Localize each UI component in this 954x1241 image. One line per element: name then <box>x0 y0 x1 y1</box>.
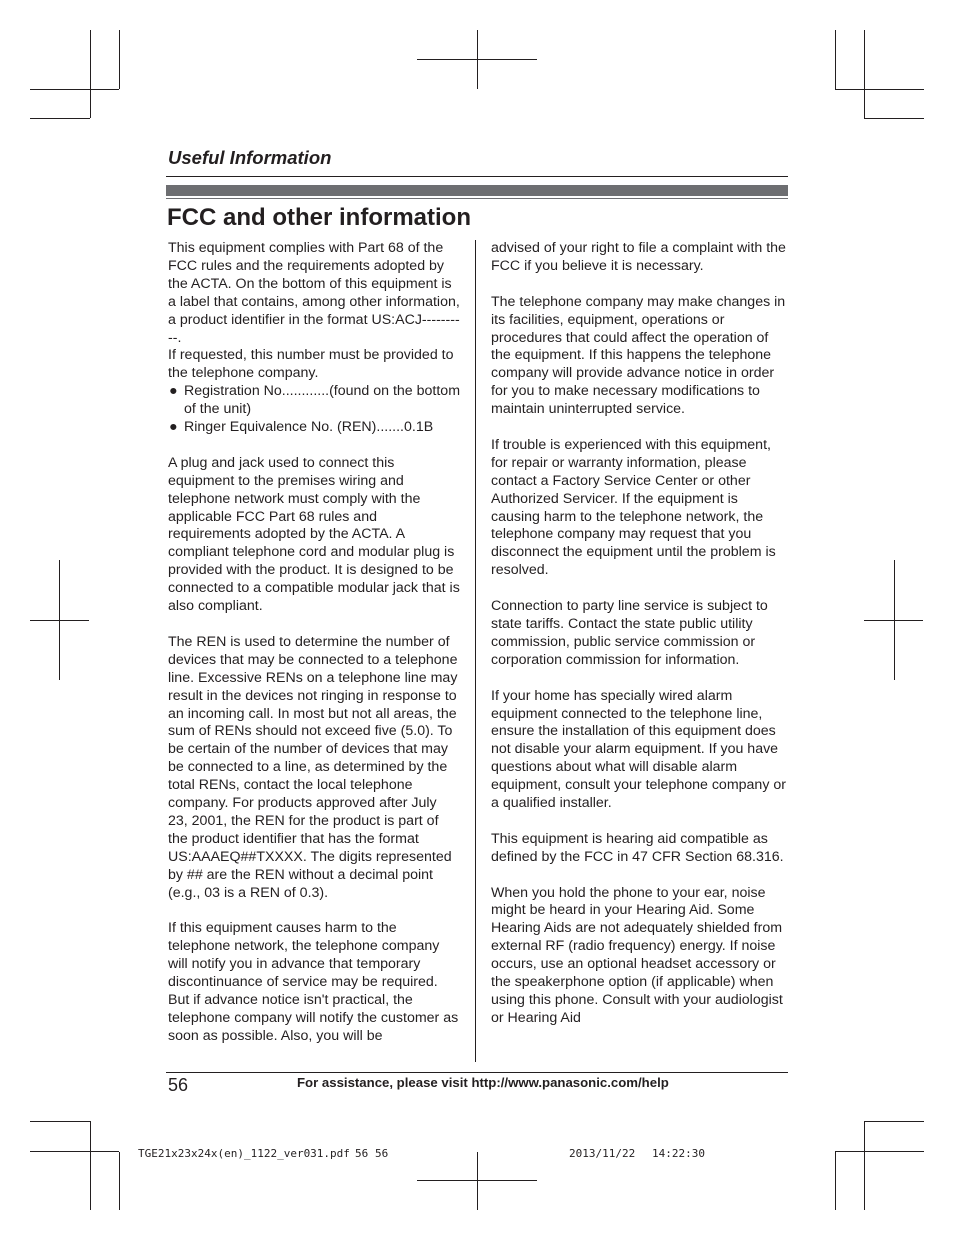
list-item <box>168 419 460 437</box>
bullet-icon: ● <box>169 419 178 436</box>
slug-time: 14:22:30 <box>652 1147 705 1160</box>
crop-mark <box>30 118 90 119</box>
paragraph: When you hold the phone to your ear, noise might be heard in your Hearing Aid. Some Hearing Aids are not adequately shielded from external RF (radio frequency) energy. If noise occurs, use an optional headset accessory or the speakerphone option (if applicable) when using this phone. Consult with your audiologist or Hearing Aid <box>491 884 783 1026</box>
crop-mark <box>119 1152 120 1210</box>
registration-mark <box>864 620 923 621</box>
paragraph: This equipment complies with Part 68 of the FCC rules and the requirements adopted by the ACTA. On the bottom of this equipment is a label that contains, among other information, a product identifier in the format US:ACJ----------. <box>168 240 460 346</box>
paragraph: This equipment is hearing aid compatible as defined by the FCC in 47 CFR Section 68.316. <box>491 830 784 865</box>
paragraph: A plug and jack used to connect this equipment to the premises wiring and telephone network must comply with the applicable FCC Part 68 rules and requirements adopted by the ACTA. A compliant telephone cord and modular plug is provided with the product. It is designed to be connected to a compatible modular jack that is also compliant. <box>168 454 460 615</box>
crop-mark <box>90 30 91 118</box>
crop-mark <box>30 1151 119 1152</box>
footer-rule <box>166 1072 788 1073</box>
header-rule <box>166 176 788 177</box>
crop-mark <box>864 1121 924 1122</box>
registration-mark <box>417 1180 537 1181</box>
bullet-icon: ● <box>169 383 178 400</box>
crop-mark <box>835 1151 924 1152</box>
paragraph: If trouble is experienced with this equipment, for repair or warranty information, please contact a Factory Service Center or other Authorized Servicer. If the equipment is causing harm to the telephone network, the telephone company may request that you disconnect the equipment until the problem is resolved. <box>491 436 776 579</box>
assistance-text: For assistance, please visit http://www.panasonic.com/help <box>297 1075 669 1090</box>
column-divider <box>475 240 476 1062</box>
crop-mark <box>864 30 865 118</box>
title-band-underline <box>166 198 788 199</box>
registration-mark <box>30 620 89 621</box>
slug-page: 56 <box>355 1147 369 1160</box>
right-column <box>491 240 787 1028</box>
paragraph: The telephone company may make changes in its facilities, equipment, operations or procedures that could affect the operation of the equipment. If this happens the telephone company will provide advance notice in order for you to make necessary modifications to maintain uninterrupted service. <box>491 293 786 418</box>
left-column <box>168 240 460 1046</box>
paragraph: If your home has specially wired alarm equipment connected to the telephone line, ensure the installation of this equipment does not disable your alarm equipment. If you have questions about what will disable alarm equipment, consult your telephone company or a qualified installer. <box>491 687 786 812</box>
paragraph: If requested, this number must be provided to the telephone company. <box>168 347 454 382</box>
registration-mark <box>417 59 537 60</box>
crop-mark <box>864 1121 865 1210</box>
page-title: FCC and other information <box>167 204 471 231</box>
crop-mark <box>835 1152 836 1210</box>
crop-mark <box>30 89 119 90</box>
list-item-text: Ringer Equivalence No. (REN).......0.1B <box>184 419 434 436</box>
list-item-text: Registration No............(found on the bottom of the unit) <box>184 383 461 418</box>
list-item <box>168 383 460 419</box>
slug-filename: TGE21x23x24x(en)_1122_ver031.pdf <box>138 1147 350 1160</box>
crop-mark <box>864 118 924 119</box>
paragraph: Connection to party line service is subject to state tariffs. Contact the state public utility commission, public service commission or corporation commission for information. <box>491 598 768 668</box>
paragraph: If this equipment causes harm to the telephone network, the telephone company will notify you in advance that temporary discontinuance of service may be required. But if advance notice isn't practical, the telephone company will notify the customer as soon as possible. Also, you will be <box>168 920 459 1044</box>
page-number: 56 <box>168 1075 189 1095</box>
crop-mark <box>30 1121 90 1122</box>
crop-mark <box>835 89 924 90</box>
slug-sheet: 56 <box>375 1147 389 1160</box>
crop-mark <box>90 1121 91 1210</box>
paragraph: advised of your right to file a complaint with the FCC if you believe it is necessary. <box>491 240 786 274</box>
crop-mark <box>119 30 120 89</box>
paragraph: The REN is used to determine the number of devices that may be connected to a telephone line. Excessive RENs on a telephone line may result in the devices not ringing in response to an incoming call. In most but not all areas, the sum of RENs should not exceed five (5.0). To be certain of the number of devices that may be connected to a line, as determined by the total RENs, contact the local telephone company. For products approved after July 23, 2001, the REN for the product is part of the product identifier that has the format US:AAAEQ##TXXXX. The digits represented by ## are the REN without a decimal point (e.g., 03 is a REN of 0.3). <box>168 633 458 901</box>
registration-mark <box>477 1152 478 1210</box>
crop-mark <box>835 30 836 89</box>
section-title: Useful Information <box>168 147 332 168</box>
title-band <box>166 185 788 196</box>
slug-date: 2013/11/22 <box>569 1147 636 1160</box>
